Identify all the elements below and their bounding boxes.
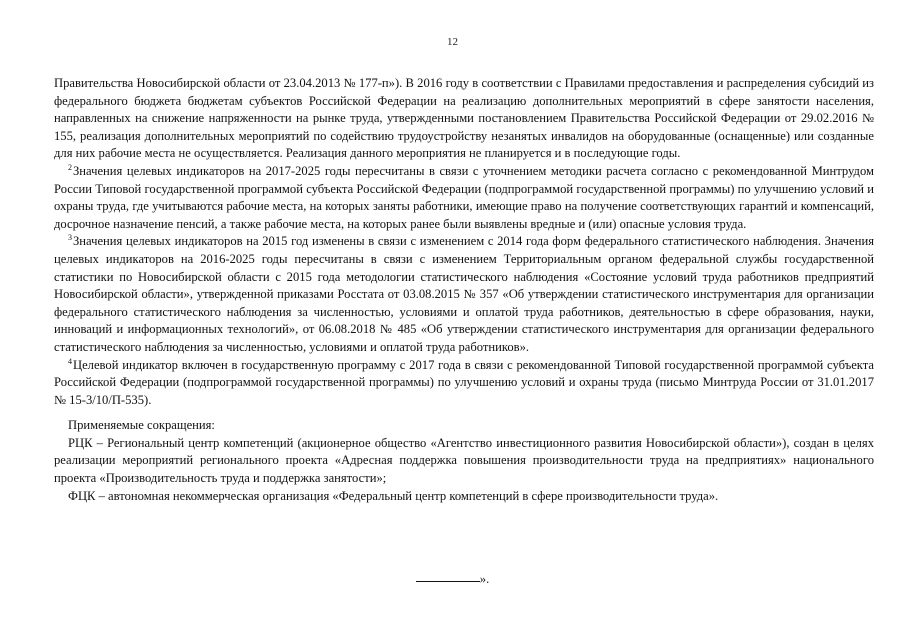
spacer <box>54 409 874 417</box>
footnote-2 <box>54 163 874 233</box>
footnote-mark: 3 <box>68 233 72 243</box>
continued-paragraph: Правительства Новосибирской области от 23.04.2013 № 177-п»). В 2016 году в соответствии с Правилами предоставления и распределения субсидий из федерального бюджета бюджетам субъектов Российской Федерации на реализацию дополнительных мероприятий в сфере занятости населения, направленных на снижение напряженности на рынке труда, утвержденными постановлением Правительства Российской Федерации от 29.02.2016 № 155, реализация дополнительных мероприятий по содействию трудоустройству незанятых инвалидов на оборудованные (оснащенные) или созданные для них рабочие места не осуществляется. Реализация данного мероприятия не планируется и в последующие годы. <box>54 76 874 161</box>
abbreviation-rck: РЦК – Региональный центр компетенций (акционерное общество «Агентство инвестиционного развития Новосибирской области»), создан в целях реализации мероприятий регионального проекта «Адресная поддержка повышения производительности труда на предприятиях» национального проекта «Производительность труда и поддержка занятости»; <box>54 435 874 486</box>
abbreviation-fck: ФЦК – автономная некоммерческая организация «Федеральный центр компетенций в сфере производительности труда». <box>68 488 719 503</box>
page-number: 12 <box>447 36 458 48</box>
closing-line <box>0 571 905 587</box>
footnote-text: Значения целевых индикаторов на 2017-2025 годы пересчитаны в связи с уточнением методики расчета согласно с рекомендованной Минтрудом России Типовой государственной программой субъекта Российской Федерации (подпрограммой государственной программы) по улучшению условий и охраны труда, где учитываются рабочие места, на которых заняты работники, имеющие право на получение соответствующих гарантий и компенсаций, досрочное назначение пенсий, а также рабочие места, на которых ранее были выявлены вредные и (или) опасные условия труда. <box>54 163 874 231</box>
closing-mark: ». <box>479 572 490 586</box>
footnote-3 <box>54 233 874 356</box>
signature-underline <box>416 571 480 582</box>
footnote-mark: 2 <box>68 162 72 172</box>
footnote-mark: 4 <box>68 356 72 366</box>
footnote-text: Целевой индикатор включен в государственную программу с 2017 года в связи с рекомендованной Типовой государственной программой субъекта Российской Федерации (подпрограммой государственной программы) по улучшению условий и охраны труда (письмо Минтруда России от 31.01.2017 № 15-3/10/П-535). <box>54 357 874 407</box>
footnote-4 <box>54 357 874 410</box>
footnote-text: Значения целевых индикаторов на 2015 год изменены в связи с изменением с 2014 года форм федерального статистического наблюдения. Значения целевых индикаторов на 2016-2025 годы пересчитаны в связи с изменением Территориальным органом федеральной службы государственной статистики по Новосибирской области с 2015 года методологии статистического наблюдения «Состояние условий труда работников предприятий Новосибирской области», утвержденной приказами Росстата от 03.08.2015 № 357 «Об утверждении статистического инструментария для организации федерального статистического наблюдения за численностью, условиями и оплатой труда работников, деятельностью в сфере образования, науки, инноваций и информационных технологий», от 06.08.2018 № 485 «Об утверждении статистического инструментария для организации федерального статистического наблюдения за численностью, условиями и оплатой труда работников». <box>54 234 874 354</box>
document-body <box>54 75 874 505</box>
abbreviations-heading: Применяемые сокращения: <box>68 418 215 433</box>
